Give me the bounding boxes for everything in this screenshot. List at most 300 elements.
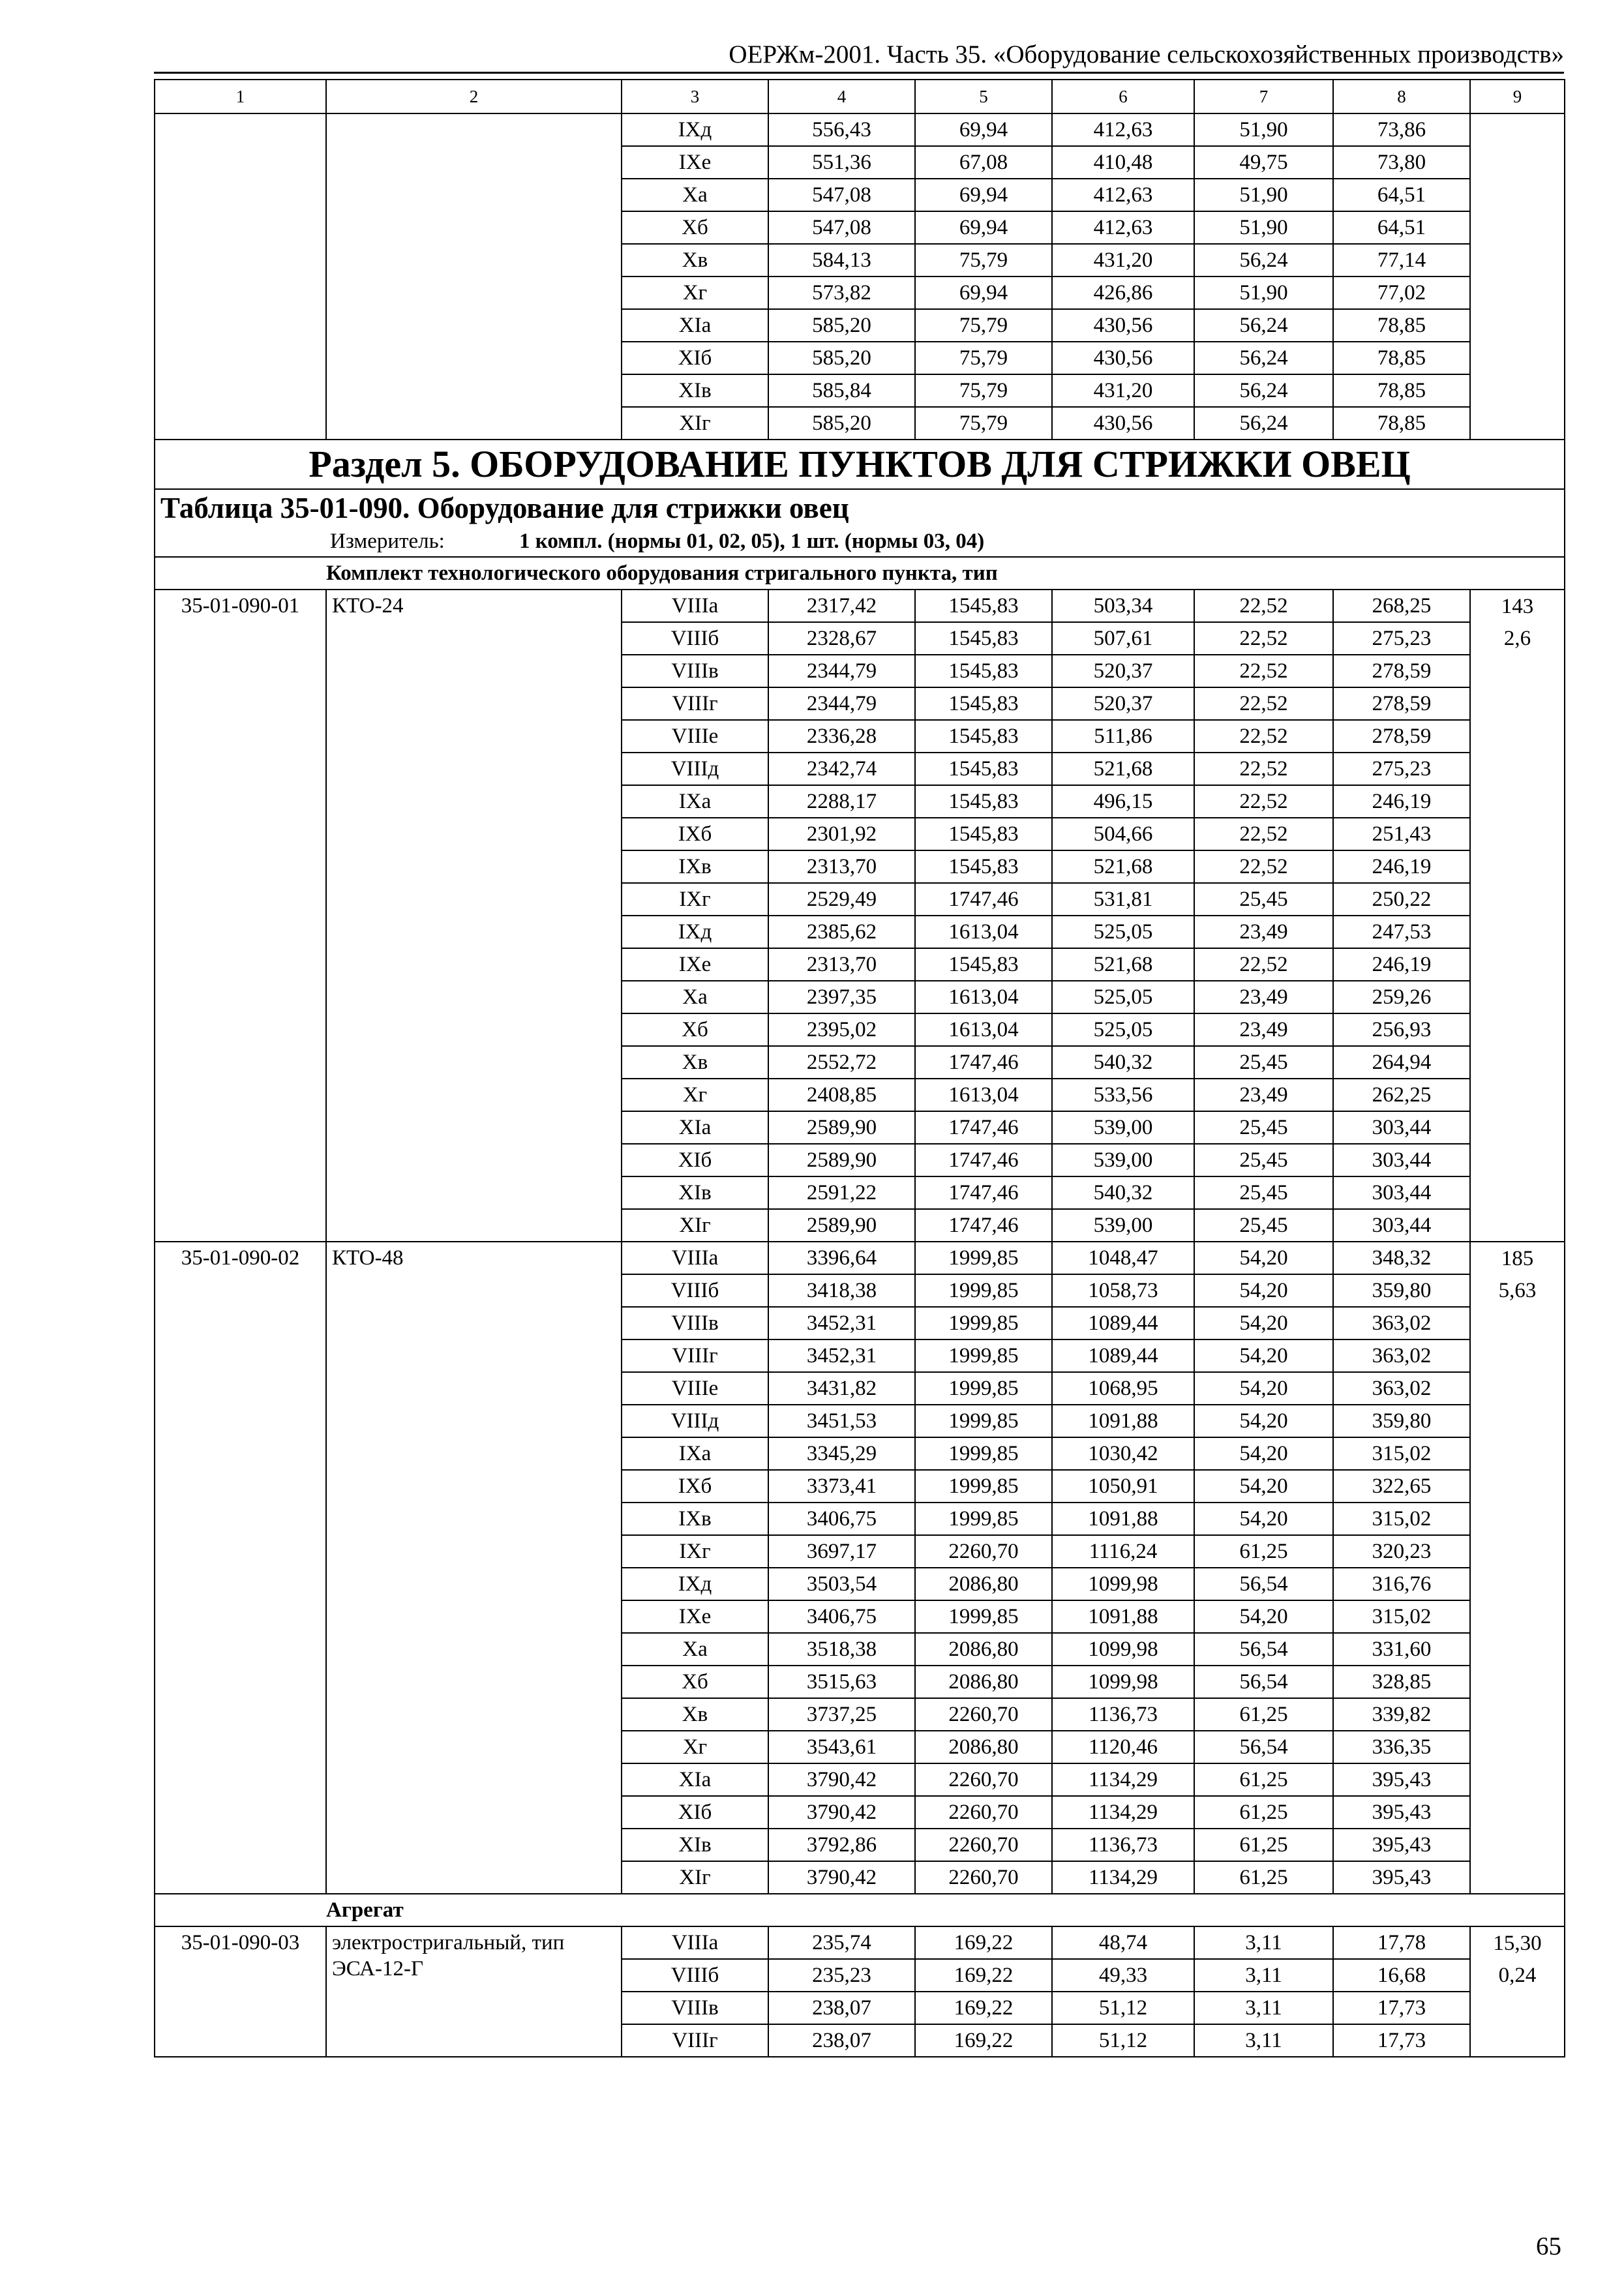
machine-cost-cell: 540,32 [1052,1046,1194,1079]
page-header: ОЕРЖм-2001. Часть 35. «Оборудование сельскохозяйственных производств» [729,40,1564,68]
machinist-wages-cell: 56,54 [1194,1568,1333,1600]
category-cell: IXд [622,113,768,146]
materials-cell: 336,35 [1333,1731,1470,1763]
norm-code: 35-01-090-01 [155,590,326,1242]
category-cell: IXв [622,1503,768,1535]
materials-cell: 331,60 [1333,1633,1470,1666]
materials-cell: 246,19 [1333,785,1470,818]
category-cell: Xв [622,244,768,277]
machine-cost-cell: 412,63 [1052,211,1194,244]
column-number: 9 [1470,80,1565,113]
resource-cell [1470,1992,1565,2024]
machinist-wages-cell: 51,90 [1194,179,1333,211]
resource-cell [1470,1763,1565,1796]
category-cell: VIIIд [622,1405,768,1437]
category-cell: VIIIд [622,753,768,785]
materials-cell: 251,43 [1333,818,1470,850]
machine-cost-cell: 521,68 [1052,753,1194,785]
category-cell: IXе [622,948,768,981]
wages-cell: 2086,80 [915,1731,1052,1763]
machinist-wages-cell: 54,20 [1194,1600,1333,1633]
machinist-wages-cell: 54,20 [1194,1307,1333,1339]
materials-cell: 363,02 [1333,1372,1470,1405]
machinist-wages-cell: 61,25 [1194,1763,1333,1796]
wages-cell: 1545,83 [915,655,1052,687]
wages-cell: 169,22 [915,2024,1052,2057]
category-cell: VIIIг [622,2024,768,2057]
wages-cell: 75,79 [915,309,1052,342]
category-cell: IXг [622,883,768,916]
machine-cost-cell: 533,56 [1052,1079,1194,1111]
wages-cell: 1613,04 [915,981,1052,1013]
total-cost-cell: 2313,70 [768,850,915,883]
category-cell: XIг [622,1861,768,1894]
resource-cell [1470,687,1565,720]
category-cell: VIIIг [622,687,768,720]
machine-cost-cell: 48,74 [1052,1926,1194,1959]
norm-name: электростригальный, тип ЭСА-12-Г [326,1926,622,2057]
resource-cell [1470,1600,1565,1633]
category-cell: Xг [622,277,768,309]
machine-cost-cell: 1030,42 [1052,1437,1194,1470]
materials-cell: 16,68 [1333,1959,1470,1992]
category-cell: IXд [622,1568,768,1600]
machinist-wages-cell: 3,11 [1194,1992,1333,2024]
category-cell: VIIIе [622,1372,768,1405]
materials-cell: 268,25 [1333,590,1470,622]
machine-cost-cell: 1068,95 [1052,1372,1194,1405]
total-cost-cell: 2589,90 [768,1144,915,1176]
wages-cell: 1747,46 [915,883,1052,916]
resource-cell [1470,1176,1565,1209]
materials-cell: 264,94 [1333,1046,1470,1079]
total-cost-cell: 3452,31 [768,1339,915,1372]
machine-cost-cell: 521,68 [1052,948,1194,981]
materials-cell: 359,80 [1333,1274,1470,1307]
total-cost-cell: 2408,85 [768,1079,915,1111]
machine-cost-cell: 1134,29 [1052,1861,1194,1894]
machinist-wages-cell: 56,24 [1194,407,1333,440]
machine-cost-cell: 521,68 [1052,850,1194,883]
total-cost-cell: 2385,62 [768,916,915,948]
resource-cell: 185 [1470,1242,1565,1274]
machinist-wages-cell: 22,52 [1194,948,1333,981]
machinist-wages-cell: 54,20 [1194,1437,1333,1470]
machinist-wages-cell: 23,49 [1194,916,1333,948]
total-cost-cell: 3790,42 [768,1763,915,1796]
wages-cell: 75,79 [915,244,1052,277]
wages-cell: 169,22 [915,1959,1052,1992]
total-cost-cell: 584,13 [768,244,915,277]
machinist-wages-cell: 23,49 [1194,1013,1333,1046]
machine-cost-cell: 539,00 [1052,1209,1194,1242]
table-title-row [155,489,1565,526]
machine-cost-cell: 1099,98 [1052,1633,1194,1666]
resource-cell [1470,850,1565,883]
materials-cell: 17,73 [1333,2024,1470,2057]
wages-cell: 2260,70 [915,1861,1052,1894]
wages-cell: 1545,83 [915,687,1052,720]
column-number: 4 [768,80,915,113]
materials-cell: 395,43 [1333,1763,1470,1796]
resource-cell [1470,785,1565,818]
machinist-wages-cell: 54,20 [1194,1503,1333,1535]
machine-cost-cell: 51,12 [1052,1992,1194,2024]
resource-cell [1470,1666,1565,1698]
resource-cell [1470,113,1565,440]
machine-cost-cell: 1058,73 [1052,1274,1194,1307]
total-cost-cell: 585,20 [768,342,915,374]
total-cost-cell: 235,23 [768,1959,915,1992]
total-cost-cell: 2589,90 [768,1111,915,1144]
column-number: 6 [1052,80,1194,113]
materials-cell: 315,02 [1333,1503,1470,1535]
category-cell: XIа [622,1763,768,1796]
meter-value: 1 компл. (нормы 01, 02, 05), 1 шт. (нормы 03, 04) [519,530,985,553]
wages-cell: 75,79 [915,374,1052,407]
machinist-wages-cell: 61,25 [1194,1698,1333,1731]
category-cell: Xб [622,1666,768,1698]
wages-cell: 1999,85 [915,1600,1052,1633]
machine-cost-cell: 511,86 [1052,720,1194,753]
wages-cell: 75,79 [915,342,1052,374]
column-number: 5 [915,80,1052,113]
materials-cell: 303,44 [1333,1209,1470,1242]
total-cost-cell: 547,08 [768,211,915,244]
category-cell: XIв [622,1829,768,1861]
materials-cell: 256,93 [1333,1013,1470,1046]
machinist-wages-cell: 22,52 [1194,622,1333,655]
total-cost-cell: 3543,61 [768,1731,915,1763]
resource-cell [1470,1796,1565,1829]
resource-cell [1470,655,1565,687]
machinist-wages-cell: 22,52 [1194,720,1333,753]
norm-name: КТО-24 [326,590,622,1242]
category-cell: VIIIа [622,1242,768,1274]
materials-cell: 278,59 [1333,720,1470,753]
category-cell: Xа [622,1633,768,1666]
machine-cost-cell: 525,05 [1052,981,1194,1013]
resource-cell [1470,818,1565,850]
category-cell: IXе [622,1600,768,1633]
materials-cell: 77,02 [1333,277,1470,309]
wages-cell: 1545,83 [915,720,1052,753]
subheading-row [155,557,1565,590]
machine-cost-cell: 1116,24 [1052,1535,1194,1568]
resource-cell [1470,916,1565,948]
machine-cost-cell: 426,86 [1052,277,1194,309]
total-cost-cell: 2288,17 [768,785,915,818]
category-cell: IXб [622,1470,768,1503]
resource-cell: 5,63 [1470,1274,1565,1307]
section-title-row [155,440,1565,489]
machine-cost-cell: 520,37 [1052,655,1194,687]
category-cell: IXа [622,785,768,818]
machine-cost-cell: 1134,29 [1052,1763,1194,1796]
wages-cell: 1545,83 [915,948,1052,981]
category-cell: Xв [622,1046,768,1079]
materials-cell: 359,80 [1333,1405,1470,1437]
machinist-wages-cell: 51,90 [1194,277,1333,309]
materials-cell: 259,26 [1333,981,1470,1013]
materials-cell: 328,85 [1333,1666,1470,1698]
wages-cell: 67,08 [915,146,1052,179]
wages-cell: 2086,80 [915,1568,1052,1600]
machine-cost-cell: 410,48 [1052,146,1194,179]
wages-cell: 69,94 [915,211,1052,244]
machine-cost-cell: 1091,88 [1052,1600,1194,1633]
materials-cell: 395,43 [1333,1861,1470,1894]
meter-row [155,526,1565,557]
machinist-wages-cell: 25,45 [1194,1111,1333,1144]
machinist-wages-cell: 56,54 [1194,1633,1333,1666]
table-row [155,1926,1565,1959]
wages-cell: 1545,83 [915,590,1052,622]
wages-cell: 2086,80 [915,1633,1052,1666]
resource-cell [1470,1698,1565,1731]
total-cost-cell: 2552,72 [768,1046,915,1079]
resource-cell [1470,1339,1565,1372]
wages-cell: 1545,83 [915,818,1052,850]
resource-cell [1470,1111,1565,1144]
machine-cost-cell: 1091,88 [1052,1405,1194,1437]
machine-cost-cell: 1134,29 [1052,1796,1194,1829]
machine-cost-cell: 1099,98 [1052,1666,1194,1698]
total-cost-cell: 3792,86 [768,1829,915,1861]
category-cell: XIг [622,1209,768,1242]
wages-cell: 2260,70 [915,1763,1052,1796]
machinist-wages-cell: 56,24 [1194,309,1333,342]
wages-cell: 1545,83 [915,850,1052,883]
machinist-wages-cell: 3,11 [1194,1959,1333,1992]
machine-cost-cell: 539,00 [1052,1111,1194,1144]
materials-cell: 320,23 [1333,1535,1470,1568]
machine-cost-cell: 1048,47 [1052,1242,1194,1274]
machinist-wages-cell: 61,25 [1194,1829,1333,1861]
machine-cost-cell: 431,20 [1052,244,1194,277]
machinist-wages-cell: 56,54 [1194,1731,1333,1763]
category-cell: IXд [622,916,768,948]
total-cost-cell: 3431,82 [768,1372,915,1405]
category-cell: IXб [622,818,768,850]
total-cost-cell: 3790,42 [768,1796,915,1829]
machine-cost-cell: 430,56 [1052,342,1194,374]
machinist-wages-cell: 22,52 [1194,590,1333,622]
machinist-wages-cell: 25,45 [1194,883,1333,916]
wages-cell: 1747,46 [915,1111,1052,1144]
materials-cell: 73,80 [1333,146,1470,179]
category-cell: Xг [622,1731,768,1763]
wages-cell: 1613,04 [915,916,1052,948]
materials-cell: 339,82 [1333,1698,1470,1731]
resource-cell [1470,948,1565,981]
wages-cell: 1999,85 [915,1437,1052,1470]
machinist-wages-cell: 51,90 [1194,113,1333,146]
materials-cell: 275,23 [1333,622,1470,655]
wages-cell: 69,94 [915,179,1052,211]
machinist-wages-cell: 54,20 [1194,1242,1333,1274]
machinist-wages-cell: 22,52 [1194,785,1333,818]
machinist-wages-cell: 54,20 [1194,1372,1333,1405]
materials-cell: 78,85 [1333,374,1470,407]
wages-cell: 1999,85 [915,1372,1052,1405]
norms-table [154,79,1565,2057]
machinist-wages-cell: 22,52 [1194,850,1333,883]
category-cell: VIIIв [622,1307,768,1339]
resource-cell [1470,883,1565,916]
materials-cell: 278,59 [1333,687,1470,720]
total-cost-cell: 3790,42 [768,1861,915,1894]
total-cost-cell: 2591,22 [768,1176,915,1209]
machine-cost-cell: 525,05 [1052,1013,1194,1046]
resource-cell [1470,1144,1565,1176]
total-cost-cell: 3406,75 [768,1503,915,1535]
materials-cell: 315,02 [1333,1437,1470,1470]
machinist-wages-cell: 23,49 [1194,981,1333,1013]
materials-cell: 275,23 [1333,753,1470,785]
machinist-wages-cell: 22,52 [1194,655,1333,687]
resource-cell [1470,1209,1565,1242]
resource-cell: 2,6 [1470,622,1565,655]
machinist-wages-cell: 25,45 [1194,1209,1333,1242]
meter-cell [155,526,1565,557]
machinist-wages-cell: 61,25 [1194,1861,1333,1894]
materials-cell: 73,86 [1333,113,1470,146]
category-cell: XIб [622,1144,768,1176]
machinist-wages-cell: 22,52 [1194,687,1333,720]
materials-cell: 17,78 [1333,1926,1470,1959]
total-cost-cell: 3515,63 [768,1666,915,1698]
materials-cell: 395,43 [1333,1829,1470,1861]
header-rule [154,72,1564,74]
total-cost-cell: 2529,49 [768,883,915,916]
machine-cost-cell: 412,63 [1052,179,1194,211]
column-number: 1 [155,80,326,113]
machine-cost-cell: 412,63 [1052,113,1194,146]
machine-cost-cell: 430,56 [1052,407,1194,440]
wages-cell: 1999,85 [915,1470,1052,1503]
wages-cell: 2086,80 [915,1666,1052,1698]
total-cost-cell: 3518,38 [768,1633,915,1666]
subheading: Комплект технологического оборудования стригального пункта, тип [155,557,1565,590]
machine-cost-cell: 539,00 [1052,1144,1194,1176]
machinist-wages-cell: 3,11 [1194,2024,1333,2057]
materials-cell: 78,85 [1333,342,1470,374]
total-cost-cell: 238,07 [768,1992,915,2024]
category-cell: VIIIб [622,1959,768,1992]
page-number: 65 [1536,2232,1561,2260]
wages-cell: 1747,46 [915,1144,1052,1176]
materials-cell: 17,73 [1333,1992,1470,2024]
wages-cell: 2260,70 [915,1829,1052,1861]
machine-cost-cell: 431,20 [1052,374,1194,407]
total-cost-cell: 3373,41 [768,1470,915,1503]
norm-code: 35-01-090-03 [155,1926,326,2057]
total-cost-cell: 2395,02 [768,1013,915,1046]
materials-cell: 262,25 [1333,1079,1470,1111]
wages-cell: 1999,85 [915,1405,1052,1437]
materials-cell: 78,85 [1333,407,1470,440]
total-cost-cell: 573,82 [768,277,915,309]
total-cost-cell: 556,43 [768,113,915,146]
wages-cell: 1545,83 [915,622,1052,655]
machine-cost-cell: 503,34 [1052,590,1194,622]
machine-cost-cell: 540,32 [1052,1176,1194,1209]
total-cost-cell: 235,74 [768,1926,915,1959]
machinist-wages-cell: 54,20 [1194,1470,1333,1503]
machine-cost-cell: 51,12 [1052,2024,1194,2057]
category-cell: IXв [622,850,768,883]
machine-cost-cell: 1050,91 [1052,1470,1194,1503]
materials-cell: 303,44 [1333,1176,1470,1209]
resource-cell: 143 [1470,590,1565,622]
wages-cell: 75,79 [915,407,1052,440]
category-cell: Xг [622,1079,768,1111]
category-cell: VIIIб [622,622,768,655]
machine-cost-cell: 49,33 [1052,1959,1194,1992]
subheading: Агрегат [155,1894,1565,1926]
table-row [155,1242,1565,1274]
total-cost-cell: 3396,64 [768,1242,915,1274]
machinist-wages-cell: 61,25 [1194,1535,1333,1568]
wages-cell: 69,94 [915,277,1052,309]
materials-cell: 247,53 [1333,916,1470,948]
category-cell: XIб [622,342,768,374]
norm-code: 35-01-090-02 [155,1242,326,1894]
wages-cell: 2260,70 [915,1535,1052,1568]
total-cost-cell: 3418,38 [768,1274,915,1307]
machinist-wages-cell: 61,25 [1194,1796,1333,1829]
materials-cell: 303,44 [1333,1144,1470,1176]
machine-cost-cell: 1120,46 [1052,1731,1194,1763]
materials-cell: 250,22 [1333,883,1470,916]
resource-cell: 15,30 [1470,1926,1565,1959]
materials-cell: 303,44 [1333,1111,1470,1144]
resource-cell [1470,1470,1565,1503]
category-cell: Xв [622,1698,768,1731]
total-cost-cell: 3737,25 [768,1698,915,1731]
machine-cost-cell: 1089,44 [1052,1339,1194,1372]
category-cell: VIIIв [622,1992,768,2024]
wages-cell: 1545,83 [915,785,1052,818]
total-cost-cell: 2336,28 [768,720,915,753]
section-title: Раздел 5. ОБОРУДОВАНИЕ ПУНКТОВ ДЛЯ СТРИЖКИ ОВЕЦ [155,440,1565,489]
total-cost-cell: 3406,75 [768,1600,915,1633]
resource-cell [1470,1437,1565,1470]
materials-cell: 78,85 [1333,309,1470,342]
materials-cell: 395,43 [1333,1796,1470,1829]
resource-cell [1470,1046,1565,1079]
machinist-wages-cell: 56,24 [1194,374,1333,407]
wages-cell: 1999,85 [915,1503,1052,1535]
wages-cell: 1545,83 [915,753,1052,785]
column-number: 2 [326,80,622,113]
resource-cell [1470,1079,1565,1111]
category-cell: VIIIа [622,1926,768,1959]
norm-name: КТО-48 [326,1242,622,1894]
category-cell: Xб [622,211,768,244]
materials-cell: 316,76 [1333,1568,1470,1600]
total-cost-cell: 585,20 [768,407,915,440]
resource-cell [1470,1861,1565,1894]
total-cost-cell: 547,08 [768,179,915,211]
machine-cost-cell: 1136,73 [1052,1698,1194,1731]
machine-cost-cell: 507,61 [1052,622,1194,655]
category-cell: VIIIг [622,1339,768,1372]
total-cost-cell: 3451,53 [768,1405,915,1437]
total-cost-cell: 238,07 [768,2024,915,2057]
machine-cost-cell: 496,15 [1052,785,1194,818]
